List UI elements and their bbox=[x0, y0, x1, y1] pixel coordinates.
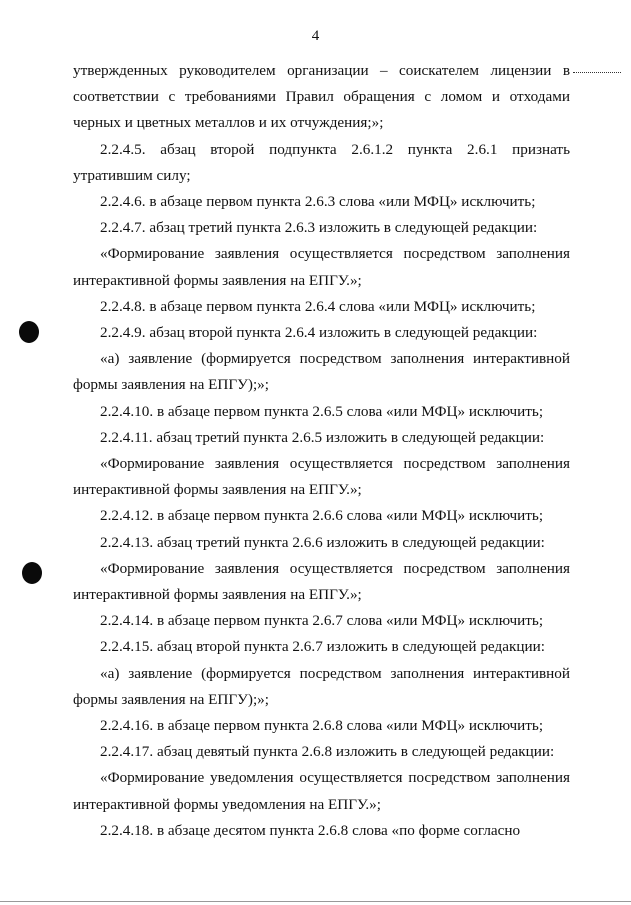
paragraph: 2.2.4.10. в абзаце первом пункта 2.6.5 слова «или МФЦ» исключить; bbox=[100, 402, 544, 420]
punch-hole-lower bbox=[22, 562, 42, 584]
paragraph: 2.2.4.12. в абзаце первом пункта 2.6.6 слова «или МФЦ» исключить; bbox=[100, 507, 544, 525]
punch-hole-upper bbox=[19, 321, 39, 343]
paragraph: 2.2.4.6. в абзаце первом пункта 2.6.3 слова «или МФЦ» исключить; bbox=[100, 193, 536, 211]
dotted-underline bbox=[573, 72, 621, 73]
paragraph: 2.2.4.17. абзац девятый пункта 2.6.8 изложить в следующей редакции: bbox=[100, 743, 555, 761]
paragraph: 2.2.4.9. абзац второй пункта 2.6.4 изложить в следующей редакции: bbox=[100, 324, 538, 342]
paragraph: «Формирование уведомления осуществляется посредством заполнения интерактивной формы уведомления на ЕПГУ.»; bbox=[73, 769, 570, 813]
paragraph: 2.2.4.16. в абзаце первом пункта 2.6.8 слова «или МФЦ» исключить; bbox=[100, 717, 544, 735]
paragraph: 2.2.4.18. в абзаце десятом пункта 2.6.8 слова «по форме согласно bbox=[100, 821, 521, 839]
paragraph: 2.2.4.5. абзац второй подпункта 2.6.1.2 пункта 2.6.1 признать утратившим силу; bbox=[73, 140, 570, 184]
paragraph: 2.2.4.13. абзац третий пункта 2.6.6 изложить в следующей редакции: bbox=[100, 533, 545, 551]
paragraph: «а) заявление (формируется посредством заполнения интерактивной формы заявления на ЕПГУ);»; bbox=[73, 664, 570, 708]
paragraph: «а) заявление (формируется посредством заполнения интерактивной формы заявления на ЕПГУ);»; bbox=[73, 350, 570, 394]
paragraph: «Формирование заявления осуществляется посредством заполнения интерактивной формы заявления на ЕПГУ.»; bbox=[73, 245, 570, 289]
paragraph: «Формирование заявления осуществляется посредством заполнения интерактивной формы заявления на ЕПГУ.»; bbox=[73, 559, 570, 604]
paragraph: 2.2.4.11. абзац третий пункта 2.6.5 изложить в следующей редакции: bbox=[100, 428, 545, 446]
paragraph: утвержденных руководителем организации – соискателем лицензии в соответствии с требованиями Правил обращения с ломом и отходами черных и цветных металлов и их отчуждения;»; bbox=[73, 62, 570, 132]
paragraph: 2.2.4.8. в абзаце первом пункта 2.6.4 слова «или МФЦ» исключить; bbox=[100, 297, 536, 315]
paragraph: 2.2.4.14. в абзаце первом пункта 2.6.7 слова «или МФЦ» исключить; bbox=[100, 612, 544, 630]
document-body bbox=[73, 58, 570, 844]
page-number: 4 bbox=[311, 28, 320, 44]
paragraph: 2.2.4.15. абзац второй пункта 2.6.7 изложить в следующей редакции: bbox=[100, 638, 545, 656]
paragraph: 2.2.4.7. абзац третий пункта 2.6.3 изложить в следующей редакции: bbox=[100, 219, 538, 237]
page-bottom-edge bbox=[0, 901, 631, 902]
paragraph: «Формирование заявления осуществляется посредством заполнения интерактивной формы заявления на ЕПГУ.»; bbox=[73, 455, 570, 499]
